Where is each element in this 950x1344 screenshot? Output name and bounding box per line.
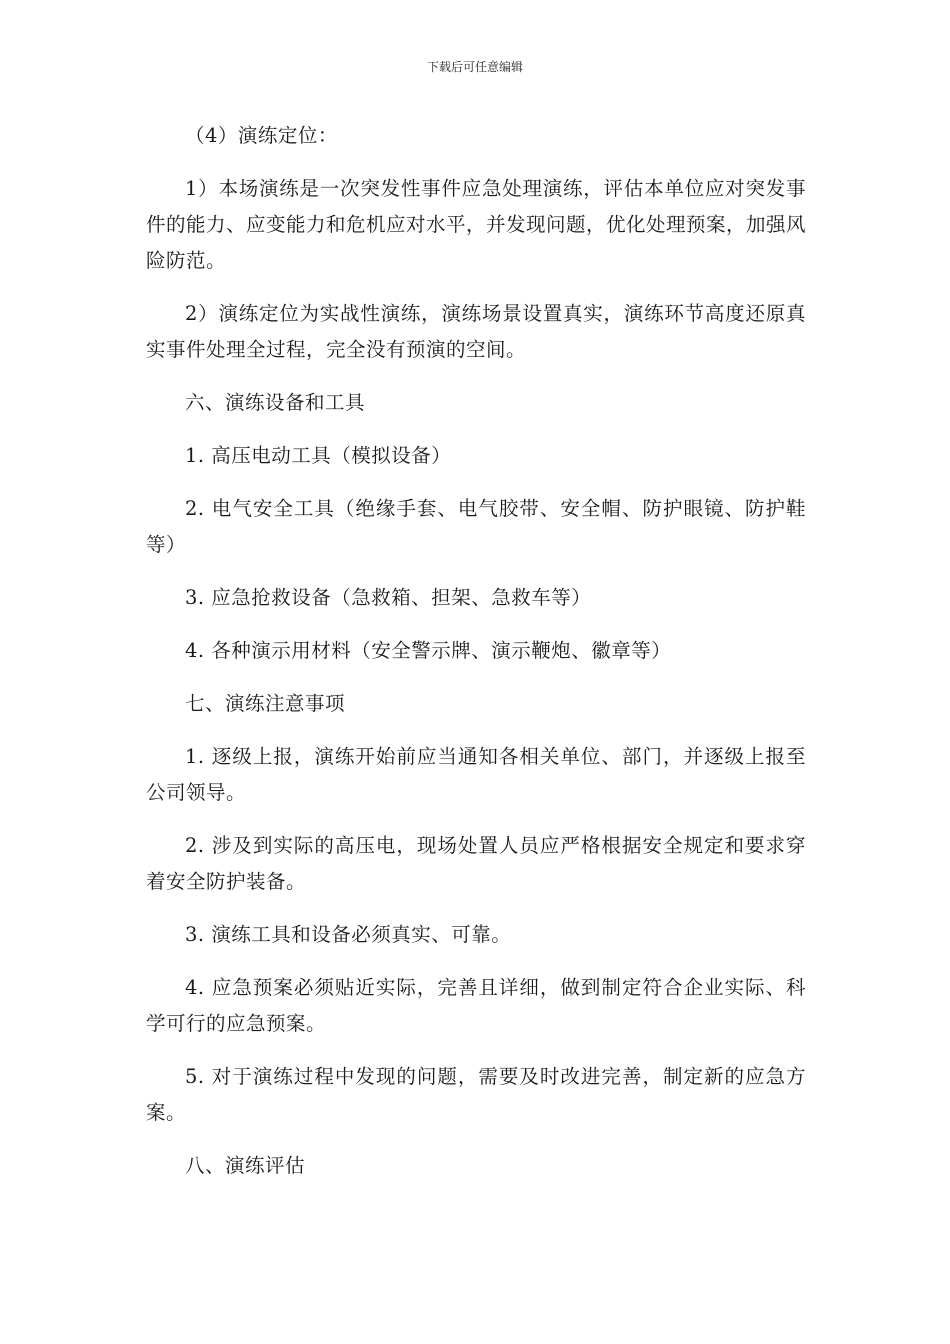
equipment-item-2: 2. 电气安全工具（绝缘手套、电气胶带、安全帽、防护眼镜、防护鞋等） [146, 497, 806, 556]
precaution-item-1: 1. 逐级上报，演练开始前应当通知各相关单位、部门，并逐级上报至公司领导。 [146, 745, 806, 804]
document-body [146, 118, 806, 1201]
precaution-item-3: 3. 演练工具和设备必须真实、可靠。 [185, 923, 512, 946]
equipment-item-3: 3. 应急抢救设备（急救箱、担架、急救车等） [185, 586, 592, 609]
section-heading-evaluation: 八、演练评估 [185, 1154, 306, 1177]
precaution-item-5: 5. 对于演练过程中发现的问题，需要及时改进完善，制定新的应急方案。 [146, 1065, 806, 1124]
paragraph-positioning-2: 2）演练定位为实战性演练，演练场景设置真实，演练环节高度还原真实事件处理全过程，完全没有预演的空间。 [146, 302, 806, 361]
header-note: 下载后可任意编辑 [426, 60, 523, 74]
precaution-item-4: 4. 应急预案必须贴近实际，完善且详细，做到制定符合企业实际、科学可行的应急预案。 [146, 976, 806, 1035]
paragraph-positioning-1: 1）本场演练是一次突发性事件应急处理演练，评估本单位应对突发事件的能力、应变能力和危机应对水平，并发现问题，优化处理预案，加强风险防范。 [146, 177, 807, 272]
precaution-item-2: 2. 涉及到实际的高压电，现场处置人员应严格根据安全规定和要求穿着安全防护装备。 [146, 834, 806, 893]
section-heading-precautions: 七、演练注意事项 [185, 692, 346, 715]
equipment-item-4: 4. 各种演示用材料（安全警示牌、演示鞭炮、徽章等） [185, 639, 672, 662]
section-heading-equipment: 六、演练设备和工具 [185, 391, 366, 414]
equipment-item-1: 1. 高压电动工具（模拟设备） [185, 444, 452, 467]
paragraph-drill-positioning-heading: （4）演练定位： [185, 124, 338, 147]
